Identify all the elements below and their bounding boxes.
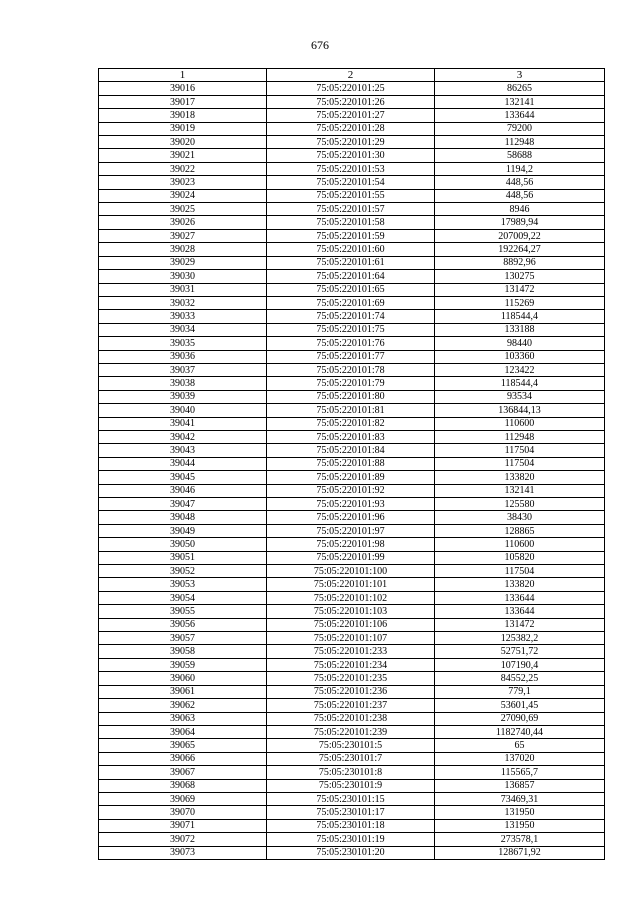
row-number-cell: 39055 <box>99 605 267 618</box>
value-cell: 98440 <box>435 337 605 350</box>
cadastral-number-cell: 75:05:230101:5 <box>267 739 435 752</box>
value-cell: 38430 <box>435 511 605 524</box>
table-row <box>99 712 605 725</box>
table-row <box>99 739 605 752</box>
cadastral-number-cell: 75:05:220101:77 <box>267 350 435 363</box>
table-row <box>99 444 605 457</box>
cadastral-number-cell: 75:05:220101:60 <box>267 243 435 256</box>
row-number-cell: 39038 <box>99 377 267 390</box>
cadastral-number-cell: 75:05:220101:75 <box>267 323 435 336</box>
row-number-cell: 39068 <box>99 779 267 792</box>
value-cell: 133644 <box>435 591 605 604</box>
value-cell: 8946 <box>435 203 605 216</box>
row-number-cell: 39062 <box>99 699 267 712</box>
cadastral-number-cell: 75:05:230101:17 <box>267 806 435 819</box>
value-cell: 123422 <box>435 363 605 376</box>
row-number-cell: 39071 <box>99 819 267 832</box>
page-number: 676 <box>311 38 329 52</box>
value-cell: 27090,69 <box>435 712 605 725</box>
column-header-1: 1 <box>99 69 267 82</box>
cadastral-number-cell: 75:05:220101:236 <box>267 685 435 698</box>
table-row <box>99 591 605 604</box>
table-row <box>99 430 605 443</box>
cadastral-number-cell: 75:05:220101:29 <box>267 136 435 149</box>
cadastral-number-cell: 75:05:220101:92 <box>267 484 435 497</box>
value-cell: 118544,4 <box>435 377 605 390</box>
cadastral-number-cell: 75:05:220101:53 <box>267 162 435 175</box>
cadastral-number-cell: 75:05:220101:79 <box>267 377 435 390</box>
value-cell: 137020 <box>435 752 605 765</box>
value-cell: 110600 <box>435 417 605 430</box>
value-cell: 112948 <box>435 430 605 443</box>
cadastral-number-cell: 75:05:220101:54 <box>267 176 435 189</box>
cadastral-number-cell: 75:05:220101:89 <box>267 471 435 484</box>
value-cell: 117504 <box>435 444 605 457</box>
cadastral-number-cell: 75:05:220101:96 <box>267 511 435 524</box>
value-cell: 117504 <box>435 565 605 578</box>
table-row <box>99 605 605 618</box>
row-number-cell: 39029 <box>99 256 267 269</box>
cadastral-number-cell: 75:05:220101:82 <box>267 417 435 430</box>
column-header-3: 3 <box>435 69 605 82</box>
table-row <box>99 685 605 698</box>
value-cell: 273578,1 <box>435 833 605 846</box>
cadastral-number-cell: 75:05:220101:74 <box>267 310 435 323</box>
cadastral-number-cell: 75:05:220101:97 <box>267 524 435 537</box>
cadastral-number-cell: 75:05:220101:61 <box>267 256 435 269</box>
value-cell: 65 <box>435 739 605 752</box>
row-number-cell: 39022 <box>99 162 267 175</box>
row-number-cell: 39048 <box>99 511 267 524</box>
row-number-cell: 39020 <box>99 136 267 149</box>
row-number-cell: 39050 <box>99 538 267 551</box>
table-row <box>99 404 605 417</box>
row-number-cell: 39019 <box>99 122 267 135</box>
value-cell: 133820 <box>435 578 605 591</box>
row-number-cell: 39051 <box>99 551 267 564</box>
table-row <box>99 524 605 537</box>
cadastral-number-cell: 75:05:230101:7 <box>267 752 435 765</box>
cadastral-number-cell: 75:05:220101:84 <box>267 444 435 457</box>
cadastral-number-cell: 75:05:230101:20 <box>267 846 435 859</box>
data-table <box>98 68 605 860</box>
table-row <box>99 833 605 846</box>
cadastral-number-cell: 75:05:220101:76 <box>267 337 435 350</box>
cadastral-number-cell: 75:05:220101:103 <box>267 605 435 618</box>
row-number-cell: 39067 <box>99 766 267 779</box>
row-number-cell: 39052 <box>99 565 267 578</box>
cadastral-number-cell: 75:05:220101:106 <box>267 618 435 631</box>
cadastral-number-cell: 75:05:220101:28 <box>267 122 435 135</box>
value-cell: 207009,22 <box>435 229 605 242</box>
table-row <box>99 484 605 497</box>
row-number-cell: 39041 <box>99 417 267 430</box>
value-cell: 58688 <box>435 149 605 162</box>
table-row <box>99 162 605 175</box>
value-cell: 110600 <box>435 538 605 551</box>
value-cell: 79200 <box>435 122 605 135</box>
value-cell: 107190,4 <box>435 658 605 671</box>
table-header-row <box>99 69 605 82</box>
row-number-cell: 39027 <box>99 229 267 242</box>
table-row <box>99 323 605 336</box>
row-number-cell: 39021 <box>99 149 267 162</box>
value-cell: 118544,4 <box>435 310 605 323</box>
cadastral-number-cell: 75:05:220101:99 <box>267 551 435 564</box>
value-cell: 136857 <box>435 779 605 792</box>
row-number-cell: 39043 <box>99 444 267 457</box>
cadastral-number-cell: 75:05:220101:107 <box>267 632 435 645</box>
table-row <box>99 632 605 645</box>
row-number-cell: 39045 <box>99 471 267 484</box>
value-cell: 133644 <box>435 109 605 122</box>
value-cell: 93534 <box>435 390 605 403</box>
value-cell: 84552,25 <box>435 672 605 685</box>
value-cell: 53601,45 <box>435 699 605 712</box>
table-row <box>99 95 605 108</box>
row-number-cell: 39028 <box>99 243 267 256</box>
cadastral-number-cell: 75:05:230101:9 <box>267 779 435 792</box>
row-number-cell: 39031 <box>99 283 267 296</box>
row-number-cell: 39036 <box>99 350 267 363</box>
cadastral-number-cell: 75:05:220101:237 <box>267 699 435 712</box>
row-number-cell: 39023 <box>99 176 267 189</box>
table-row <box>99 296 605 309</box>
value-cell: 115269 <box>435 296 605 309</box>
cadastral-number-cell: 75:05:220101:233 <box>267 645 435 658</box>
value-cell: 125382,2 <box>435 632 605 645</box>
column-header-2: 2 <box>267 69 435 82</box>
row-number-cell: 39073 <box>99 846 267 859</box>
cadastral-number-cell: 75:05:220101:27 <box>267 109 435 122</box>
cadastral-number-cell: 75:05:220101:235 <box>267 672 435 685</box>
table-body <box>99 82 605 860</box>
table-row <box>99 471 605 484</box>
value-cell: 136844,13 <box>435 404 605 417</box>
value-cell: 103360 <box>435 350 605 363</box>
cadastral-number-cell: 75:05:220101:64 <box>267 270 435 283</box>
value-cell: 73469,31 <box>435 792 605 805</box>
cadastral-number-cell: 75:05:220101:80 <box>267 390 435 403</box>
cadastral-number-cell: 75:05:220101:30 <box>267 149 435 162</box>
row-number-cell: 39039 <box>99 390 267 403</box>
row-number-cell: 39040 <box>99 404 267 417</box>
row-number-cell: 39016 <box>99 82 267 95</box>
table-row <box>99 270 605 283</box>
table-row <box>99 176 605 189</box>
table-row <box>99 498 605 511</box>
table-row <box>99 672 605 685</box>
table-row <box>99 806 605 819</box>
row-number-cell: 39026 <box>99 216 267 229</box>
table-row <box>99 243 605 256</box>
table-row <box>99 417 605 430</box>
row-number-cell: 39037 <box>99 363 267 376</box>
value-cell: 117504 <box>435 457 605 470</box>
value-cell: 132141 <box>435 95 605 108</box>
row-number-cell: 39042 <box>99 430 267 443</box>
table-row <box>99 779 605 792</box>
table-row <box>99 725 605 738</box>
row-number-cell: 39061 <box>99 685 267 698</box>
table-row <box>99 377 605 390</box>
value-cell: 133188 <box>435 323 605 336</box>
table-row <box>99 256 605 269</box>
table-row <box>99 283 605 296</box>
cadastral-number-cell: 75:05:220101:69 <box>267 296 435 309</box>
row-number-cell: 39060 <box>99 672 267 685</box>
table-row <box>99 229 605 242</box>
table-row <box>99 511 605 524</box>
cadastral-number-cell: 75:05:220101:57 <box>267 203 435 216</box>
cadastral-number-cell: 75:05:220101:102 <box>267 591 435 604</box>
row-number-cell: 39034 <box>99 323 267 336</box>
row-number-cell: 39065 <box>99 739 267 752</box>
table-row <box>99 203 605 216</box>
row-number-cell: 39057 <box>99 632 267 645</box>
cadastral-number-cell: 75:05:220101:55 <box>267 189 435 202</box>
table-row <box>99 149 605 162</box>
value-cell: 131950 <box>435 819 605 832</box>
table-row <box>99 752 605 765</box>
row-number-cell: 39017 <box>99 95 267 108</box>
row-number-cell: 39030 <box>99 270 267 283</box>
value-cell: 125580 <box>435 498 605 511</box>
row-number-cell: 39069 <box>99 792 267 805</box>
table-row <box>99 645 605 658</box>
table-row <box>99 699 605 712</box>
value-cell: 17989,94 <box>435 216 605 229</box>
table-row <box>99 766 605 779</box>
row-number-cell: 39059 <box>99 658 267 671</box>
value-cell: 131472 <box>435 283 605 296</box>
table-row <box>99 363 605 376</box>
table-row <box>99 310 605 323</box>
row-number-cell: 39024 <box>99 189 267 202</box>
cadastral-number-cell: 75:05:220101:238 <box>267 712 435 725</box>
cadastral-number-cell: 75:05:230101:19 <box>267 833 435 846</box>
row-number-cell: 39066 <box>99 752 267 765</box>
value-cell: 131472 <box>435 618 605 631</box>
cadastral-number-cell: 75:05:230101:8 <box>267 766 435 779</box>
cadastral-number-cell: 75:05:220101:83 <box>267 430 435 443</box>
value-cell: 115565,7 <box>435 766 605 779</box>
cadastral-number-cell: 75:05:220101:25 <box>267 82 435 95</box>
cadastral-number-cell: 75:05:220101:98 <box>267 538 435 551</box>
table-row <box>99 350 605 363</box>
table-row <box>99 819 605 832</box>
cadastral-number-cell: 75:05:220101:81 <box>267 404 435 417</box>
table-row <box>99 565 605 578</box>
row-number-cell: 39033 <box>99 310 267 323</box>
row-number-cell: 39053 <box>99 578 267 591</box>
value-cell: 130275 <box>435 270 605 283</box>
value-cell: 779,1 <box>435 685 605 698</box>
row-number-cell: 39070 <box>99 806 267 819</box>
value-cell: 133820 <box>435 471 605 484</box>
cadastral-number-cell: 75:05:220101:88 <box>267 457 435 470</box>
value-cell: 448,56 <box>435 189 605 202</box>
cadastral-number-cell: 75:05:220101:93 <box>267 498 435 511</box>
table-row <box>99 337 605 350</box>
value-cell: 128865 <box>435 524 605 537</box>
row-number-cell: 39064 <box>99 725 267 738</box>
cadastral-number-cell: 75:05:220101:100 <box>267 565 435 578</box>
cadastral-number-cell: 75:05:220101:59 <box>267 229 435 242</box>
row-number-cell: 39032 <box>99 296 267 309</box>
value-cell: 8892,96 <box>435 256 605 269</box>
value-cell: 105820 <box>435 551 605 564</box>
row-number-cell: 39072 <box>99 833 267 846</box>
table-row <box>99 136 605 149</box>
table-row <box>99 216 605 229</box>
row-number-cell: 39035 <box>99 337 267 350</box>
row-number-cell: 39058 <box>99 645 267 658</box>
table-row <box>99 390 605 403</box>
table-row <box>99 658 605 671</box>
row-number-cell: 39056 <box>99 618 267 631</box>
table-row <box>99 551 605 564</box>
value-cell: 128671,92 <box>435 846 605 859</box>
value-cell: 112948 <box>435 136 605 149</box>
value-cell: 131950 <box>435 806 605 819</box>
value-cell: 132141 <box>435 484 605 497</box>
row-number-cell: 39046 <box>99 484 267 497</box>
row-number-cell: 39018 <box>99 109 267 122</box>
cadastral-number-cell: 75:05:220101:58 <box>267 216 435 229</box>
table-row <box>99 538 605 551</box>
cadastral-number-cell: 75:05:220101:65 <box>267 283 435 296</box>
cadastral-number-cell: 75:05:230101:18 <box>267 819 435 832</box>
table-row <box>99 618 605 631</box>
cadastral-number-cell: 75:05:220101:78 <box>267 363 435 376</box>
table-row <box>99 578 605 591</box>
row-number-cell: 39063 <box>99 712 267 725</box>
row-number-cell: 39044 <box>99 457 267 470</box>
value-cell: 133644 <box>435 605 605 618</box>
value-cell: 192264,27 <box>435 243 605 256</box>
value-cell: 448,56 <box>435 176 605 189</box>
row-number-cell: 39025 <box>99 203 267 216</box>
table-row <box>99 792 605 805</box>
cadastral-number-cell: 75:05:220101:101 <box>267 578 435 591</box>
table-row <box>99 122 605 135</box>
value-cell: 1182740,44 <box>435 725 605 738</box>
value-cell: 1194,2 <box>435 162 605 175</box>
value-cell: 52751,72 <box>435 645 605 658</box>
row-number-cell: 39047 <box>99 498 267 511</box>
table-row <box>99 109 605 122</box>
cadastral-number-cell: 75:05:220101:239 <box>267 725 435 738</box>
table-row <box>99 457 605 470</box>
table-row <box>99 82 605 95</box>
cadastral-number-cell: 75:05:220101:26 <box>267 95 435 108</box>
table-row <box>99 189 605 202</box>
row-number-cell: 39054 <box>99 591 267 604</box>
value-cell: 86265 <box>435 82 605 95</box>
table-row <box>99 846 605 859</box>
cadastral-number-cell: 75:05:220101:234 <box>267 658 435 671</box>
row-number-cell: 39049 <box>99 524 267 537</box>
cadastral-number-cell: 75:05:230101:15 <box>267 792 435 805</box>
